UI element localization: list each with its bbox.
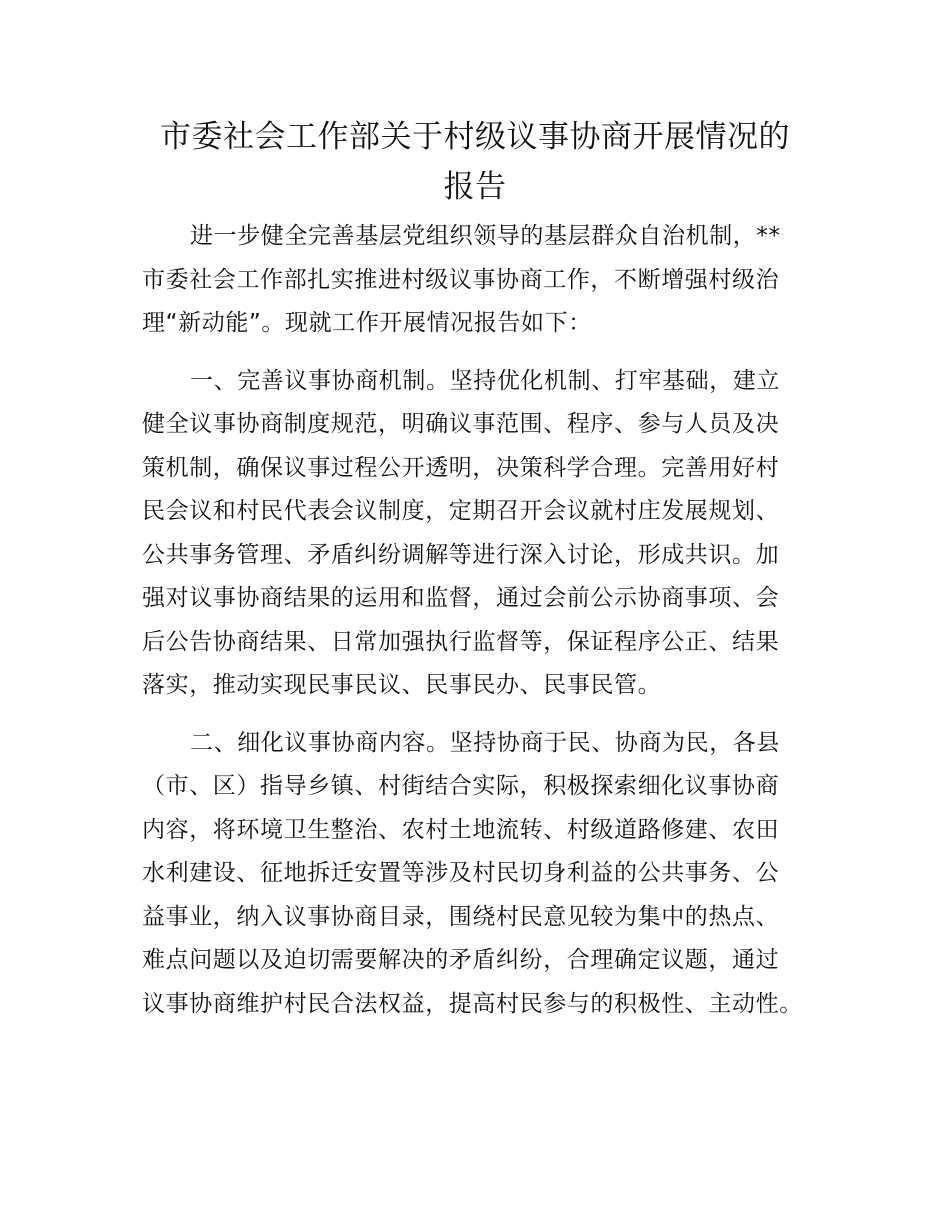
document-body	[142, 215, 832, 1040]
document-title	[120, 112, 830, 212]
title-line: 市委社会工作部关于村级议事协商开展情况的	[160, 119, 790, 155]
text-line: 市委社会工作部扎实推进村级议事协商工作，不断增强村级治	[142, 266, 780, 293]
text-line: 落实，推动实现民事民议、民事民办、民事民管。	[142, 672, 662, 698]
text-line: 强对议事协商结果的运用和监督，通过会前公示协商事项、会	[142, 585, 780, 611]
text-line: （市、区）指导乡镇、村街结合实际，积极探索细化议事协商	[142, 773, 780, 799]
text-line: 后公告协商结果、日常加强执行监督等，保证程序公正、结果	[142, 628, 780, 655]
text-line: 民会议和村民代表会议制度，定期召开会议就村庄发展规划、	[142, 498, 780, 524]
paragraph-section-one	[142, 360, 832, 708]
text-line: 健全议事协商制度规范，明确议事范围、程序、参与人员及决	[142, 411, 780, 437]
paragraph-intro	[142, 215, 832, 346]
text-line: 益事业，纳入议事协商目录，围绕村民意见较为集中的热点、	[142, 903, 780, 930]
text-line: 难点问题以及迫切需要解决的矛盾纠纷，合理确定议题，通过	[142, 947, 780, 973]
text-line: 策机制，确保议事过程公开透明，决策科学合理。完善用好村	[142, 454, 780, 481]
text-line: 一、完善议事协商机制。坚持优化机制、打牢基础，建立	[190, 367, 780, 394]
text-line: 进一步健全完善基层党组织领导的基层群众自治机制，**	[190, 223, 781, 249]
text-line: 内容，将环境卫生整治、农村土地流转、村级道路修建、农田	[142, 816, 780, 843]
title-line: 报告	[443, 169, 507, 205]
text-line: 二、细化议事协商内容。坚持协商于民、协商为民，各县	[190, 729, 780, 756]
text-line: 公共事务管理、矛盾纠纷调解等进行深入讨论，形成共识。加	[142, 541, 780, 568]
paragraph-section-two	[142, 722, 832, 1027]
text-line: 议事协商维护村民合法权益，提高村民参与的积极性、主动性。	[142, 990, 803, 1017]
text-line: 理“新动能”。现就工作开展情况报告如下：	[142, 310, 592, 336]
text-line: 水利建设、征地拆迁安置等涉及村民切身利益的公共事务、公	[142, 860, 780, 886]
